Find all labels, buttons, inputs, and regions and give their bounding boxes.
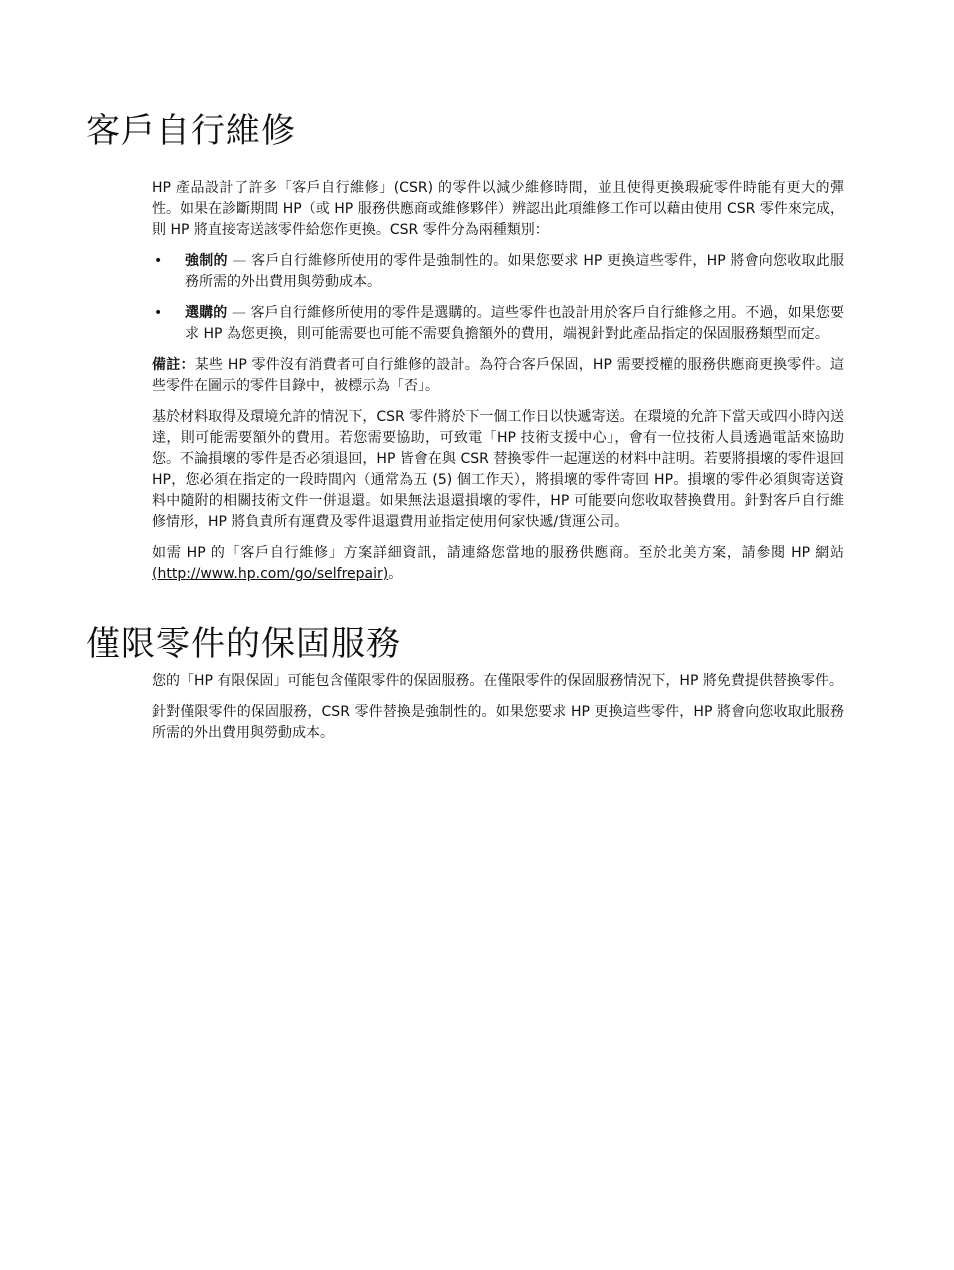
warranty-paragraph-1: 您的「HP 有限保固」可能包含僅限零件的保固服務。在僅限零件的保固服務情況下，HP 將免費提供替換零件。 xyxy=(152,673,843,689)
optional-description: 客戶自行維修所使用的零件是選購的。這些零件也設計用於客戶自行維修之用。不過，如果您要求 HP 為您更換，則可能需要也可能不需要負擔額外的費用，端視針對此產品指定的保固服務類型而定。 xyxy=(185,305,845,342)
more-info-paragraph xyxy=(152,543,844,585)
mandatory-description: 客戶自行維修所使用的零件是強制性的。如果您要求 HP 更換這些零件，HP 將會向您收取此服務所需的外出費用與勞動成本。 xyxy=(185,253,845,290)
csr-intro-paragraph: HP 產品設計了許多「客戶自行維修」(CSR) 的零件以減少維修時間，並且使得更換瑕疵零件時能有更大的彈性。如果在診斷期間 HP（或 HP 服務供應商或維修夥伴）辨認出此項維修工作可以藉由使用 CSR 零件來完成，則 HP 將直接寄送該零件給您作更換。CSR 零件分為兩種類別： xyxy=(152,180,844,238)
shipping-paragraph: 基於材料取得及環境允許的情況下，CSR 零件將於下一個工作日以快遞寄送。在環境的允許下當天或四小時內送達，則可能需要額外的費用。若您需要協助，可致電「HP 技術支援中心」，會有一位技術人員透過電話來協助您。不論損壞的零件是否必須退回，HP 皆會在與 CSR 替換零件一起運送的材料中註明。若要將損壞的零件退回 HP，您必須在指定的一段時間內（通常為五 (5) 個工作天），將損壞的零件寄回 HP。損壞的零件必須與寄送資料中隨附的相關技術文件一併退還。如果無法退還損壞的零件，HP 可能要向您收取替換費用。針對客戶自行維修情形，HP 將負責所有運費及零件退還費用並指定使用何家快遞/貨運公司。 xyxy=(152,409,844,530)
customer-self-repair-body xyxy=(152,178,844,595)
em-dash: — xyxy=(227,253,252,269)
csr-category-list xyxy=(152,251,844,345)
selfrepair-link[interactable]: (http://www.hp.com/go/selfrepair) xyxy=(152,566,389,582)
bullet-icon: • xyxy=(154,253,163,269)
list-item-optional xyxy=(152,303,844,345)
parts-only-warranty-body xyxy=(152,671,844,754)
more-info-suffix: 。 xyxy=(388,566,403,582)
note-label: 備註： xyxy=(152,357,195,373)
list-item-mandatory xyxy=(152,251,844,293)
em-dash: — xyxy=(227,305,251,321)
section-heading-parts-only-warranty: 僅限零件的保固服務 xyxy=(86,624,401,664)
bullet-icon: • xyxy=(154,305,163,321)
more-info-text: 如需 HP 的「客戶自行維修」方案詳細資訊，請連絡您當地的服務供應商。至於北美方案，請參閱 HP 網站 xyxy=(152,545,844,561)
term-optional: 選購的 xyxy=(185,305,228,321)
term-mandatory: 強制的 xyxy=(185,253,228,269)
note-text: 某些 HP 零件沒有消費者可自行維修的設計。為符合客戶保固，HP 需要授權的服務供應商更換零件。這些零件在圖示的零件目錄中，被標示為「否」。 xyxy=(152,357,844,394)
note-paragraph xyxy=(152,355,844,397)
warranty-paragraph-2: 針對僅限零件的保固服務，CSR 零件替換是強制性的。如果您要求 HP 更換這些零件，HP 將會向您收取此服務所需的外出費用與勞動成本。 xyxy=(152,704,844,741)
section-heading-customer-self-repair: 客戶自行維修 xyxy=(86,111,296,151)
